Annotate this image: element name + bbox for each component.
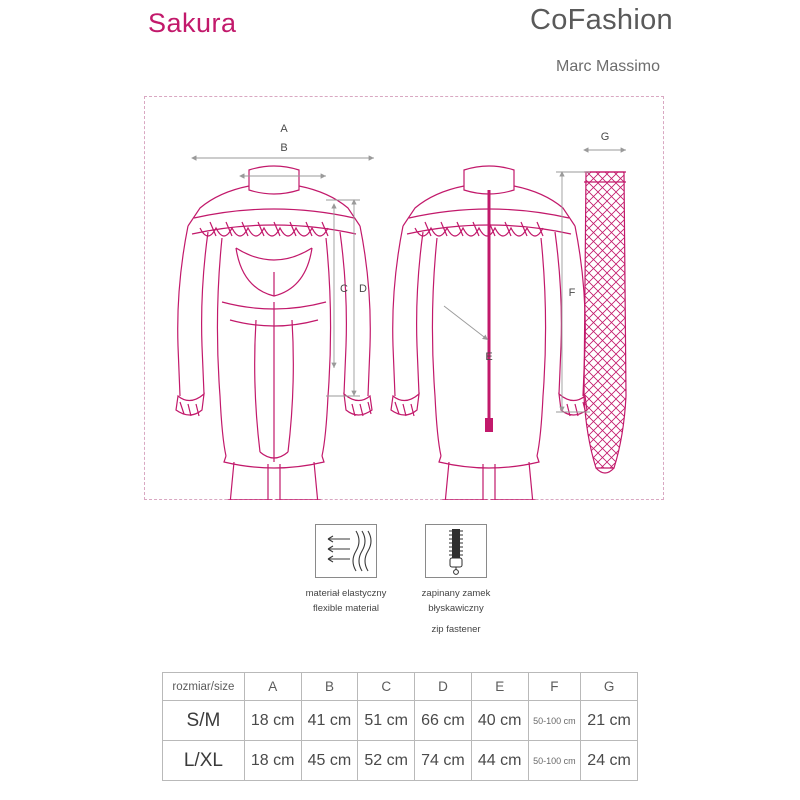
legend [296, 524, 506, 644]
legend-item-flexible [296, 524, 396, 616]
row-size-lxl: L/XL [163, 741, 245, 781]
cell-lxl-e: 44 cm [471, 741, 528, 781]
row-size-sm: S/M [163, 701, 245, 741]
cell-sm-a: 18 cm [244, 701, 301, 741]
page-title: Sakura [148, 8, 237, 38]
cell-sm-g: 21 cm [581, 701, 638, 741]
legend-zip-pl-2: błyskawiczny [428, 603, 484, 615]
header-b: B [301, 673, 358, 701]
cell-sm-d: 66 cm [415, 701, 472, 741]
dimension-label-g: G [600, 131, 610, 143]
technical-drawing [144, 96, 664, 500]
header-e: E [471, 673, 528, 701]
size-table [162, 672, 638, 781]
legend-flexible-en: flexible material [313, 603, 379, 615]
cell-sm-b: 41 cm [301, 701, 358, 741]
table-row [163, 701, 638, 741]
dimension-label-a: A [280, 123, 288, 135]
cell-lxl-c: 52 cm [358, 741, 415, 781]
dimension-label-c: C [340, 283, 348, 295]
dimension-label-f: F [568, 287, 576, 299]
cell-lxl-b: 45 cm [301, 741, 358, 781]
header-g: G [581, 673, 638, 701]
header-size: rozmiar/size [163, 673, 245, 701]
cell-lxl-a: 18 cm [244, 741, 301, 781]
dimension-label-e: E [485, 351, 493, 363]
legend-item-zipper [406, 524, 506, 638]
table-row [163, 741, 638, 781]
dimension-label-d: D [359, 283, 367, 295]
legend-flexible-pl: materiał elastyczny [305, 588, 387, 599]
cell-lxl-f: 50-100 cm [528, 741, 581, 781]
cell-sm-e: 40 cm [471, 701, 528, 741]
brand-name: CoFashion [530, 4, 673, 36]
header-d: D [415, 673, 472, 701]
header-c: C [358, 673, 415, 701]
legend-zip-en: zip fastener [431, 624, 481, 636]
legend-zip-pl-1: zapinany zamek [421, 588, 491, 599]
dimension-label-b: B [280, 142, 288, 154]
zipper-icon [425, 524, 487, 578]
designer-name: Marc Massimo [556, 58, 661, 75]
cell-lxl-g: 24 cm [581, 741, 638, 781]
cell-sm-c: 51 cm [358, 701, 415, 741]
header-f: F [528, 673, 581, 701]
table-header-row [163, 673, 638, 701]
stretch-arrows-icon [315, 524, 377, 578]
cell-lxl-d: 74 cm [415, 741, 472, 781]
header-a: A [244, 673, 301, 701]
cell-sm-f: 50-100 cm [528, 701, 581, 741]
